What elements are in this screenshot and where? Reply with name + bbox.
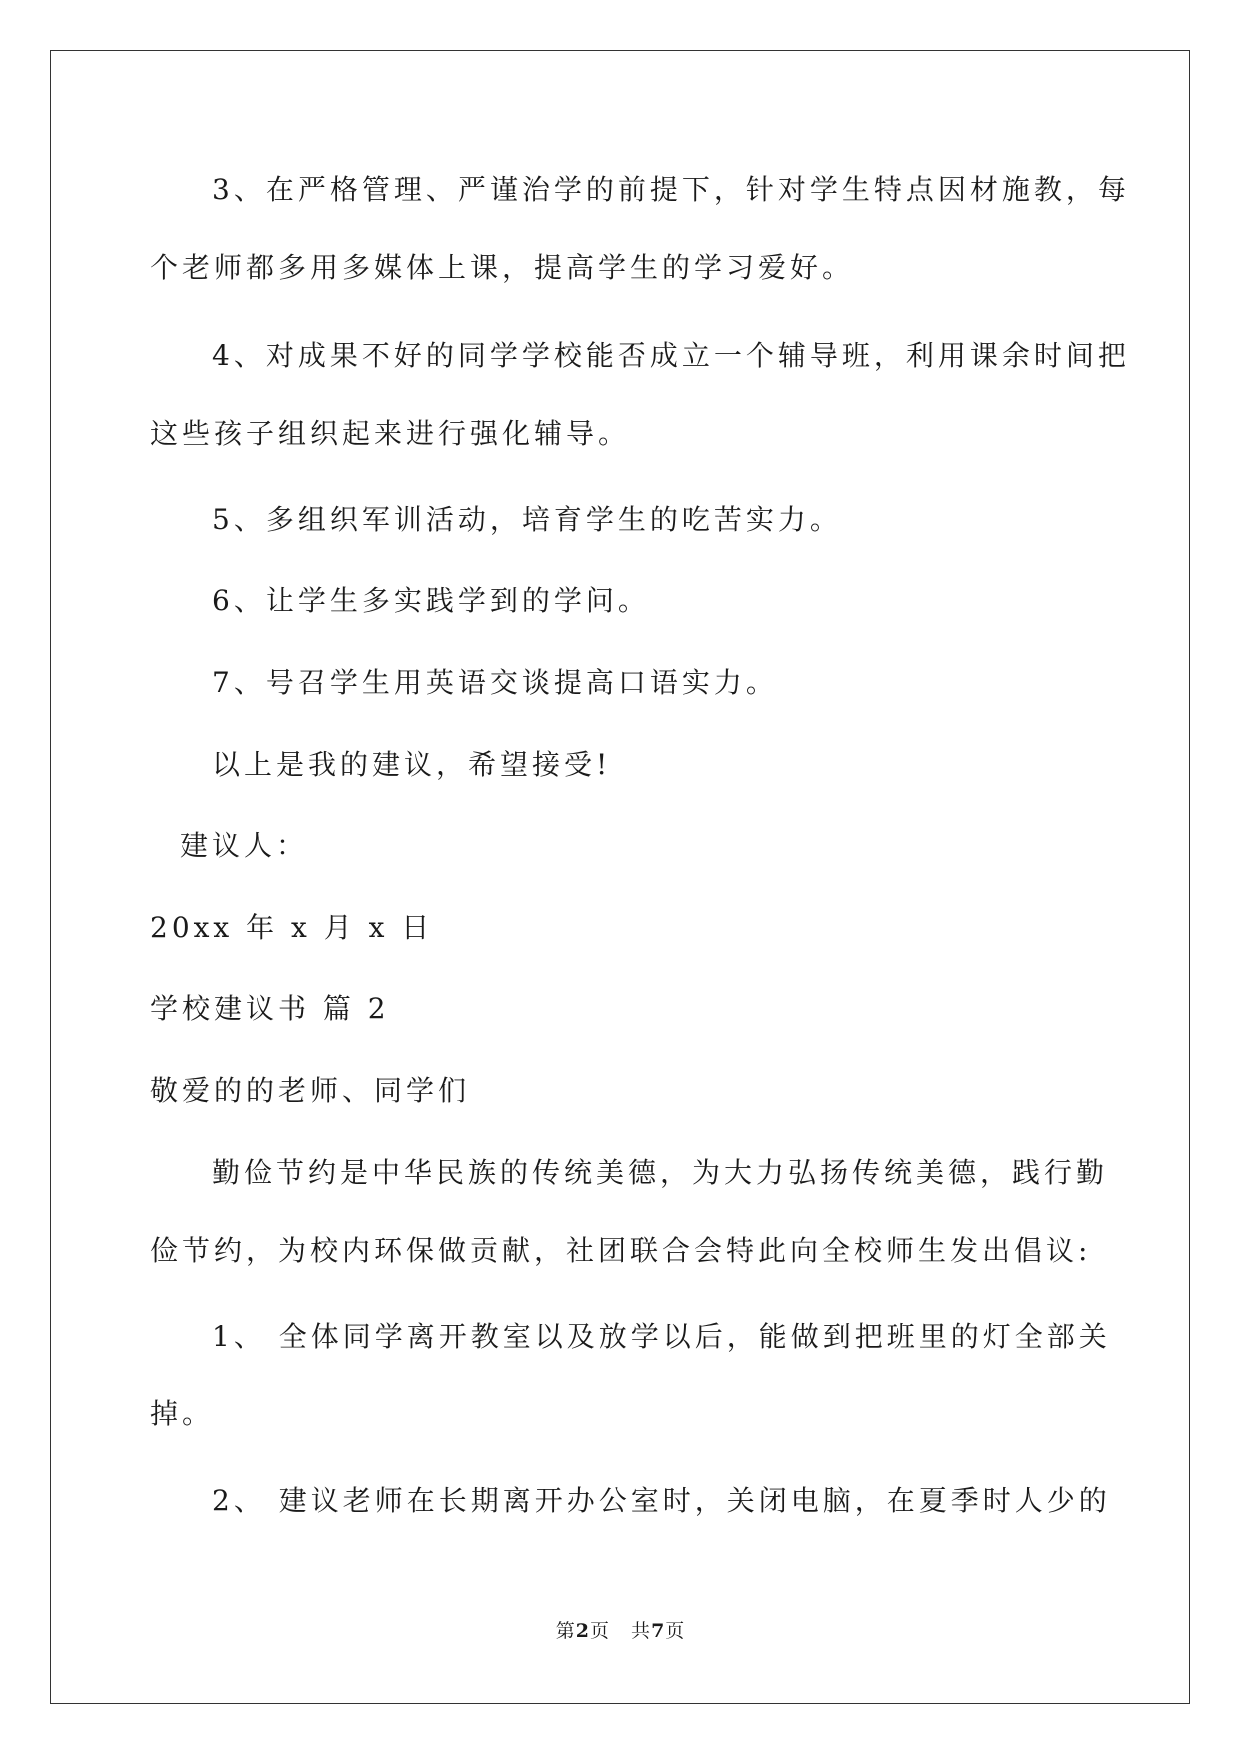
signer-label: 建议人： xyxy=(180,829,309,862)
paragraph-line: 以上是我的建议，希望接受! xyxy=(212,748,612,781)
page-current: 2 xyxy=(575,1620,590,1642)
paragraph-line: 3、在严格管理、严谨治学的前提下，针对学生特点因材施教，每 xyxy=(212,173,1130,206)
section-title: 学校建议书 篇 2 xyxy=(150,992,390,1025)
date-line: 20xx 年 x 月 x 日 xyxy=(150,911,434,944)
salutation: 敬爱的的老师、同学们 xyxy=(150,1074,471,1107)
paragraph-line: 1、 全体同学离开教室以及放学以后，能做到把班里的灯全部关 xyxy=(212,1320,1111,1353)
page-suffix: 页 xyxy=(665,1620,686,1642)
paragraph-line: 4、对成果不好的同学学校能否成立一个辅导班，利用课余时间把 xyxy=(212,339,1130,372)
paragraph-line: 2、 建议老师在长期离开办公室时，关闭电脑，在夏季时人少的 xyxy=(212,1484,1111,1517)
page-mid: 页 共 xyxy=(589,1620,652,1642)
page-border xyxy=(50,50,1190,1704)
paragraph-line: 7、号召学生用英语交谈提高口语实力。 xyxy=(212,666,778,699)
paragraph-line: 勤俭节约是中华民族的传统美德，为大力弘扬传统美德，践行勤 xyxy=(212,1156,1109,1189)
paragraph-line: 6、让学生多实践学到的学问。 xyxy=(212,584,650,617)
page-total: 7 xyxy=(651,1620,666,1642)
paragraph-line: 这些孩子组织起来进行强化辅导。 xyxy=(150,417,631,450)
page-footer xyxy=(0,1618,1241,1644)
page-prefix: 第 xyxy=(555,1620,576,1642)
paragraph-line: 5、多组织军训活动，培育学生的吃苦实力。 xyxy=(212,503,842,536)
paragraph-line: 俭节约，为校内环保做贡献，社团联合会特此向全校师生发出倡议: xyxy=(150,1234,1092,1267)
paragraph-line: 掉。 xyxy=(150,1397,215,1430)
paragraph-line: 个老师都多用多媒体上课，提高学生的学习爱好。 xyxy=(150,251,855,284)
